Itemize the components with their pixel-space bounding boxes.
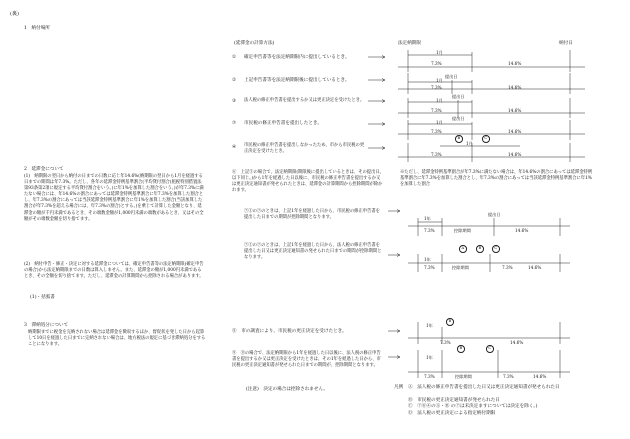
s2-d1-rate1: 7.3% bbox=[424, 228, 435, 233]
heading-b: ※ただし、延滞金特例基準割合が年7.3%に満たない場合は、年14.6%の割合にあっては延滞金特例基準割合に年7.3%を加算した割合とし、年7.3%の割合にあっては当該延滞金特例基準割合に年1%を加算した割合 bbox=[400, 170, 593, 188]
section-2-title: 2 延滞金について bbox=[24, 167, 64, 172]
item-9-text: ⑨ ⑧の場合で、法定納期限から1年を経過した日以後に、法人税の修正申告書を提出するか又は更正決定を受けたときは、その1年を経過した日から、市民税の更正決定通知書が発せられた日までの期間が、控除期間となります。 bbox=[232, 351, 381, 369]
legend-item-c: Ⓒ ⑦⑥④のⒶ・Ⓑ の⑦は未決定ますについては決定を除く。) bbox=[408, 404, 538, 409]
marker-a-s2: A bbox=[459, 245, 467, 253]
d4-rate1: 7.3% bbox=[431, 129, 442, 134]
d2-rate2: 14.6% bbox=[508, 85, 522, 90]
s3-d2-rate1: 7.3% bbox=[424, 374, 435, 379]
d5-rate2: 14.6% bbox=[508, 152, 522, 157]
marker-c-d5: C bbox=[482, 135, 490, 143]
legend-title: 凡例 bbox=[394, 385, 404, 390]
s2-d2-year: 1年 bbox=[424, 257, 431, 262]
d1-rate2: 14.6% bbox=[508, 61, 522, 66]
d2-submit: 提出日 bbox=[445, 74, 458, 79]
d4-rate2: 14.6% bbox=[508, 129, 522, 134]
page-header: (裏) bbox=[10, 11, 19, 17]
s2-d2-rate1b: 7.3% bbox=[502, 265, 513, 270]
d5-month: 1月 bbox=[466, 141, 473, 146]
item-5-text: 市民税の修正申告書を提出しなかったため、市から市民税の更正決定を受けたとき。 bbox=[244, 143, 365, 155]
s2-d1-excl: 控除期間 bbox=[454, 228, 471, 233]
item-1-num: ① bbox=[232, 55, 237, 60]
marker-b-s3b: B bbox=[457, 345, 465, 353]
legal-deadline-label: 法定納期限 bbox=[398, 41, 421, 46]
item-8-text: ⑧ 市の調査により、市民税の更正決定を受けたとき。 bbox=[232, 329, 347, 334]
heading-a: ⑥ 上記③の場合で、法定納期限(期限後に提出しているときは、その提出日。以下同じ。)から1年を経過した日以後に、市民税の修正申告書を提出するか又は更正決定通知書が発せられたときは、延滞金の計算期間から控除期間が除かれます。 bbox=[232, 170, 384, 194]
d2-month: 1月 bbox=[436, 78, 443, 83]
item-2-text: 上記申告書等を法定納期限後に提出しているとき。 bbox=[244, 78, 350, 83]
item-4-num: ⑦ bbox=[232, 121, 237, 126]
d4-submit: 提出日 bbox=[452, 116, 465, 121]
marker-c-s3b: C bbox=[486, 345, 494, 353]
item-2-num: ② bbox=[232, 78, 237, 83]
s3-d1-rate1: 7.3% bbox=[440, 340, 451, 345]
section-3-text: 納期限までに税金を完納されない場合は延滞金を徴収するほか、督促状を発した日から起算して10日を経過した日までに完納されない場合は、地方税法の規定に基づき滞納処分をすることになります。 bbox=[28, 330, 206, 348]
item-1-text: 確定申告書等を法定納期限内に提出しているとき。 bbox=[244, 55, 350, 60]
s3-d2-excl: 控除期間 bbox=[455, 374, 472, 379]
s2-d2-rate1: 7.3% bbox=[424, 265, 435, 270]
legend-item-b: Ⓑ 市民税の更正決定通知書が発せられた日 bbox=[408, 398, 500, 403]
s3-d2-rate1b: 7.3% bbox=[503, 374, 514, 379]
section-3-title: 3 滞納処分について bbox=[24, 323, 69, 328]
item-3-num: ③ bbox=[232, 99, 237, 104]
section-2-para-3: (1)・括弧書 bbox=[30, 295, 55, 300]
item-4-text: 市民税の修正申告書を提出したとき。 bbox=[244, 121, 322, 126]
section-1-title: 1 納付場所 bbox=[24, 26, 50, 31]
d2-rate1: 7.3% bbox=[431, 85, 442, 90]
item-3-text: 法人税の修正申告書を提出するか又は更正決定を受けたとき。 bbox=[244, 98, 365, 103]
note-text: (注意) 決定の場合は控除されません。 bbox=[246, 387, 328, 392]
s2-d1-submit: 提出日 bbox=[488, 212, 501, 217]
d3-rate2: 14.6% bbox=[508, 108, 522, 113]
delay-calc-title: (延滞金の計算方法) bbox=[234, 41, 275, 46]
d4-month: 1月 bbox=[436, 120, 443, 125]
section-2-para-1: (1) 納期限の翌日から納付の日までの日数に応じ年14.6%(納期限の翌日から1月を経過する日までの期間は年7.3%。ただし、各年の延滞金特例基準割合(平均貸付割合(租税特別措置法第93条第2項に規定する平均貸付割合をいう。)に年1%を加算した割合をいう。)が年7.3%に満たない場合には、年14.6%の割合にあっては延滞金特例基準割合に年7.3%を加算した割合とし、年7.3%の割合にあっては当該延滞金特例基準割合に年1%を加算した割合(当該加算した割合が年7.3%を超える場合には、年7.3%の割合)とする。)を乗じて計算した金額となり、延滞金の額が千円未満であるとき、その端数金額が1,000円未満の端数があるとき、又はその全額がその端数金額を切り捨てます。 bbox=[24, 174, 204, 222]
sub-case-1: ⑦①の⑦のときは、上記1年を経過した日から、市民税の修正申告書を提出した日までの期間が控除期間となります。 bbox=[244, 209, 380, 221]
s3-d2-rate2: 14.6% bbox=[533, 374, 547, 379]
s3-d2-year: 1年 bbox=[426, 355, 433, 360]
d3-month: 1月 bbox=[436, 98, 443, 103]
s3-d1-year: 1年 bbox=[426, 323, 433, 328]
d5-rate1: 7.3% bbox=[431, 152, 442, 157]
s2-d1-year: 1年 bbox=[424, 216, 431, 221]
marker-b-d5: B bbox=[455, 135, 463, 143]
legend-item-d: Ⓓ 法人税の更正決定による指定納付期限 bbox=[408, 411, 496, 416]
sub-case-2: ⑦①の⑦のときは、上記1年を経過した日から、法人税の修正申告書を提出した日又は更正決定通知書の発せられた日までの期間が控除期間となります。 bbox=[244, 243, 382, 261]
marker-b-s2: B bbox=[476, 245, 484, 253]
pay-date-label: 納付日 bbox=[559, 41, 573, 46]
d3-rate1: 7.3% bbox=[431, 108, 442, 113]
s3-d1-rate2: 14.6% bbox=[510, 340, 524, 345]
item-5-num: ④ bbox=[232, 145, 237, 150]
s2-d2-rate2: 14.6% bbox=[528, 265, 542, 270]
marker-b-s3a: B bbox=[446, 318, 454, 326]
section-2-para-2: (2) 納付申告・修正・決定に対する延滞金については、確定申告書等の法定納期限(確定申告の場合)から法定納期限までの日数は算入しません。また、延滞金の額が1,000円未満であるとき、その全額を切り捨てます。ただし、延滞金の計算期間から控除される場合があります。 bbox=[24, 262, 204, 280]
s2-d1-rate2: 14.6% bbox=[515, 228, 529, 233]
d1-month: 1月 bbox=[436, 50, 443, 55]
d3-submit: 提出日 bbox=[452, 94, 465, 99]
legend-item-a: Ⓐ 法人税の修正申告書を提出した日又は更正決定通知書が発せられた日 bbox=[408, 385, 560, 390]
d1-rate1: 7.3% bbox=[431, 61, 442, 66]
s2-d2-excl: 控除期間 bbox=[452, 265, 469, 270]
marker-c-s2: C bbox=[492, 245, 500, 253]
